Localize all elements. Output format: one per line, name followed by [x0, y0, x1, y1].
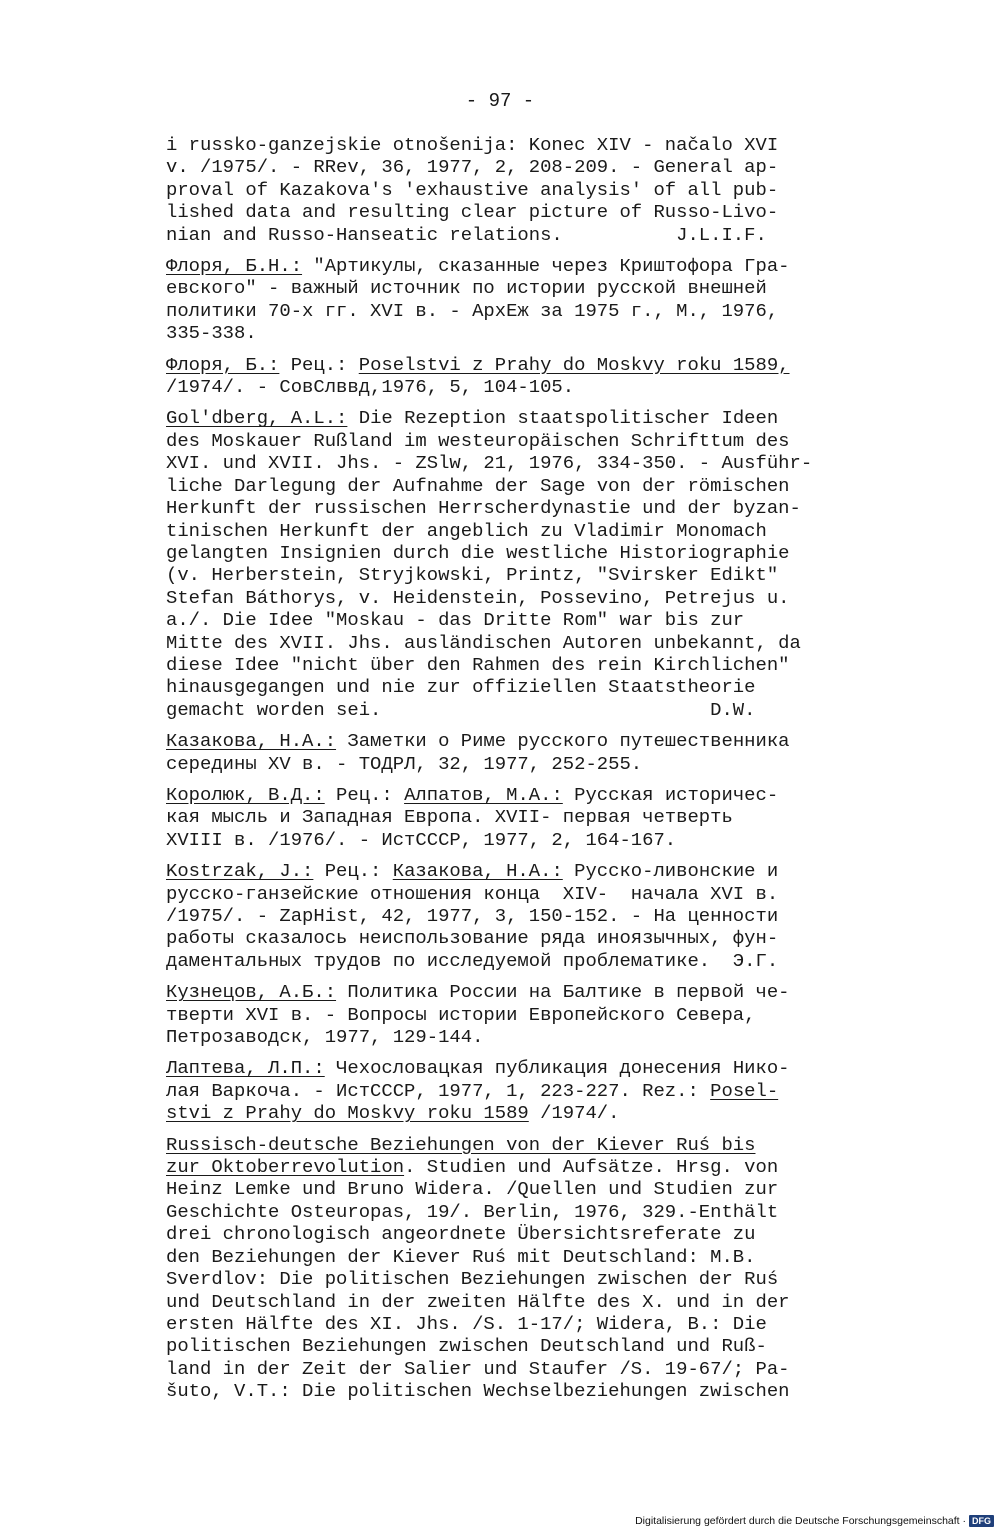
entry-text: XVI. und XVII. Jhs. - ZSlw, 21, 1976, 334-350. - Ausführ- [166, 452, 813, 475]
entry-text: /1974/. - СовСлввд,1976, 5, 104-105. [166, 376, 575, 399]
entry-line [166, 1223, 906, 1245]
underlined-reference: Poselstvi z Prahy do Moskvy roku 1589, [358, 353, 790, 376]
entry-line [166, 1102, 906, 1124]
entry-line [166, 475, 906, 497]
entry-line [166, 1246, 906, 1268]
entry-text: den Beziehungen der Kiever Ruś mit Deutschland: M.B. [166, 1245, 756, 1268]
entry-text: und Deutschland in der zweiten Hälfte des X. und in der [166, 1290, 790, 1313]
underlined-reference: Казакова, Н.А.: [392, 860, 563, 883]
entry-text: Рец.: [313, 860, 393, 883]
entry-text: land in der Zeit der Salier und Staufer /S. 19-67/; Pa- [166, 1357, 790, 1380]
entry-line [166, 376, 906, 398]
entry-line [166, 354, 906, 376]
entry-line [166, 883, 906, 905]
entry-text: 335-338. [166, 322, 257, 345]
entry-text: Рец.: [324, 783, 405, 806]
bibliography-entry [166, 1057, 906, 1124]
entry-text: des Moskauer Rußland im westeuropäischen Schrifttum des [166, 429, 790, 452]
dfg-logo-icon: DFG [969, 1515, 994, 1527]
entry-line [166, 587, 906, 609]
entry-text: евского" - важный источник по истории русской внешней [166, 277, 767, 300]
underlined-reference: stvi z Prahy do Moskvy roku 1589 [166, 1102, 529, 1125]
bibliography-entry [166, 354, 906, 399]
entry-text: liche Darlegung der Aufnahme der Sage von der römischen [166, 474, 790, 497]
entry-line [166, 497, 906, 519]
entry-line [166, 1026, 906, 1048]
entry-text: середины XV в. - ТОДРЛ, 32, 1977, 252-255. [166, 752, 643, 775]
entry-text: šuto, V.T.: Die politischen Wechselbeziehungen zwischen [166, 1380, 790, 1403]
entry-text: Русско-ливонские и [562, 860, 779, 883]
entry-line [166, 255, 906, 277]
entry-line [166, 1201, 906, 1223]
entry-text: hinausgegangen und nie zur offiziellen Staatstheorie [166, 676, 756, 699]
entry-line [166, 1313, 906, 1335]
entry-line [166, 430, 906, 452]
entry-text: drei chronologisch angeordnete Übersichtsreferate zu [166, 1223, 756, 1246]
underlined-reference: Флоря, Б.Н.: [166, 255, 303, 278]
entry-text: Geschichte Osteuropas, 19/. Berlin, 1976, 329.-Enthält [166, 1200, 779, 1223]
entry-line [166, 1380, 906, 1402]
entry-line [166, 1156, 906, 1178]
entry-text: Herkunft der russischen Herrscherdynastie und der byzan- [166, 497, 801, 520]
entry-line [166, 277, 906, 299]
entry-line [166, 632, 906, 654]
entry-line [166, 179, 906, 201]
entry-line [166, 542, 906, 564]
bibliography-entry [166, 255, 906, 345]
underlined-reference: Russisch-deutsche Beziehungen von der Kiever Ruś bis [166, 1133, 756, 1156]
entry-text: Рец.: [279, 353, 359, 376]
entry-text: даментальных трудов по исследуемой проблематике. Э.Г. [166, 949, 779, 972]
entry-text: Heinz Lemke und Bruno Widera. /Quellen und Studien zur [166, 1178, 779, 1201]
entry-text: политики 70-х гг. XVI в. - АрхЕж за 1975 г., М., 1976, [166, 299, 779, 322]
entry-line [166, 1134, 906, 1156]
underlined-reference: Королюк, В.Д.: [166, 783, 325, 806]
entry-line [166, 609, 906, 631]
entry-line [166, 1080, 906, 1102]
entry-line [166, 806, 906, 828]
underlined-reference: Лаптева, Л.П.: [166, 1057, 325, 1080]
footer-text: Digitalisierung gefördert durch die Deutsche Forschungsgemeinschaft · [635, 1515, 966, 1527]
entry-line [166, 1358, 906, 1380]
underlined-reference: Алпатов, М.А.: [404, 783, 563, 806]
entry-text: v. /1975/. - RRev, 36, 1977, 2, 208-209. - General ap- [166, 156, 779, 179]
underlined-reference: Kostrzak, J.: [166, 860, 314, 883]
entry-text: gemacht worden sei. D.W. [166, 698, 756, 721]
entry-line [166, 981, 906, 1003]
entry-text: лая Варкоча. - ИстСССР, 1977, 1, 223-227. Rez.: [166, 1079, 711, 1102]
underlined-reference: Кузнецов, А.Б.: [166, 981, 337, 1004]
entry-text: русско-ганзейские отношения конца XIV- начала XVI в. [166, 882, 779, 905]
entry-line [166, 753, 906, 775]
entry-text: (v. Herberstein, Stryjkowski, Printz, "Svirsker Edikt" [166, 564, 779, 587]
entry-line [166, 1178, 906, 1200]
entry-text: Mitte des XVII. Jhs. ausländischen Autoren unbekannt, da [166, 631, 801, 654]
entry-line [166, 1057, 906, 1079]
entry-text: тверти XVI в. - Вопросы истории Европейского Севера, [166, 1003, 756, 1026]
entry-text: /1975/. - ZapHist, 42, 1977, 3, 150-152. - На ценности [166, 905, 779, 927]
entry-text: ersten Hälfte des XI. Jhs. /S. 1-17/; Widera, B.: Die [166, 1312, 767, 1335]
entry-text: Stefan Báthorys, v. Heidenstein, Possevino, Petrejus u. [166, 586, 790, 609]
entry-text: politischen Beziehungen zwischen Deutschland und Ruß- [166, 1335, 767, 1358]
bibliography-entry [166, 981, 906, 1048]
entry-line [166, 676, 906, 698]
entry-line [166, 1268, 906, 1290]
entry-line [166, 905, 906, 927]
entry-line [166, 860, 906, 882]
underlined-reference: Казакова, Н.А.: [166, 730, 337, 753]
entry-text: a./. Die Idee "Moskau - das Dritte Rom" war bis zur [166, 609, 745, 632]
bibliography-entry [166, 134, 906, 246]
entry-line [166, 654, 906, 676]
entry-text: кая мысль и Западная Европа. XVII- первая четверть [166, 806, 733, 829]
entry-line [166, 156, 906, 178]
bibliography-entry [166, 730, 906, 775]
entry-line [166, 1335, 906, 1357]
entry-line [166, 564, 906, 586]
entry-line [166, 784, 906, 806]
underlined-reference: Posel- [710, 1079, 779, 1102]
entry-line [166, 730, 906, 752]
entry-text: gelangten Insignien durch die westliche Historiographie [166, 541, 790, 564]
entry-text: Die Rezeption staatspolitischer Ideen [347, 407, 779, 430]
entry-line [166, 1004, 906, 1026]
bibliography-entry [166, 784, 906, 851]
entry-line [166, 407, 906, 429]
entry-text: Чехословацкая публикация донесения Нико- [324, 1057, 790, 1080]
entry-line [166, 520, 906, 542]
entry-line [166, 829, 906, 851]
entry-text: i russko-ganzejskie otnošenija: Konec XIV - načalo XVI [166, 134, 779, 156]
page-number: - 97 - [465, 90, 535, 112]
footer-credit [635, 1515, 994, 1527]
bibliography-entry [166, 407, 906, 721]
entry-line [166, 300, 906, 322]
entry-text: tinischen Herkunft der angeblich zu Vladimir Monomach [166, 519, 767, 542]
entry-line [166, 322, 906, 344]
entry-line [166, 134, 906, 156]
entry-text: Sverdlov: Die politischen Beziehungen zwischen der Ruś [166, 1268, 779, 1291]
entry-line [166, 201, 906, 223]
entry-text: "Артикулы, сказанные через Криштофора Гра- [302, 255, 790, 278]
entry-line [166, 224, 906, 246]
entry-text: /1974/. [528, 1102, 620, 1125]
entry-text: proval of Kazakova's 'exhaustive analysis' of all pub- [166, 178, 779, 201]
bibliography-entry [166, 1134, 906, 1403]
entry-line [166, 452, 906, 474]
entry-text: lished data and resulting clear picture of Russo-Livo- [166, 201, 779, 224]
entry-line [166, 699, 906, 721]
underlined-reference: zur Oktoberrevolution [166, 1156, 405, 1179]
underlined-reference: Флоря, Б.: [166, 353, 280, 376]
entry-text: nian and Russo-Hanseatic relations. J.L.I.F. [166, 223, 767, 246]
entry-text: . Studien und Aufsätze. Hrsg. von [404, 1156, 779, 1179]
bibliography-entries [166, 134, 906, 1412]
entry-text: Русская историчес- [562, 783, 779, 806]
entry-line [166, 927, 906, 949]
underlined-reference: Gol'dberg, A.L.: [166, 407, 348, 430]
entry-text: Петрозаводск, 1977, 129-144. [166, 1026, 484, 1049]
entry-text: работы сказалось неиспользование ряда иноязычных, фун- [166, 927, 779, 950]
entry-text: Политика России на Балтике в первой че- [336, 981, 790, 1004]
entry-text: XVIII в. /1976/. - ИстСССР, 1977, 2, 164-167. [166, 828, 677, 851]
bibliography-entry [166, 860, 906, 972]
entry-text: Заметки о Риме русского путешественника [336, 730, 790, 753]
entry-line [166, 1291, 906, 1313]
entry-text: diese Idee "nicht über den Rahmen des rein Kirchlichen" [166, 653, 790, 676]
entry-line [166, 950, 906, 972]
